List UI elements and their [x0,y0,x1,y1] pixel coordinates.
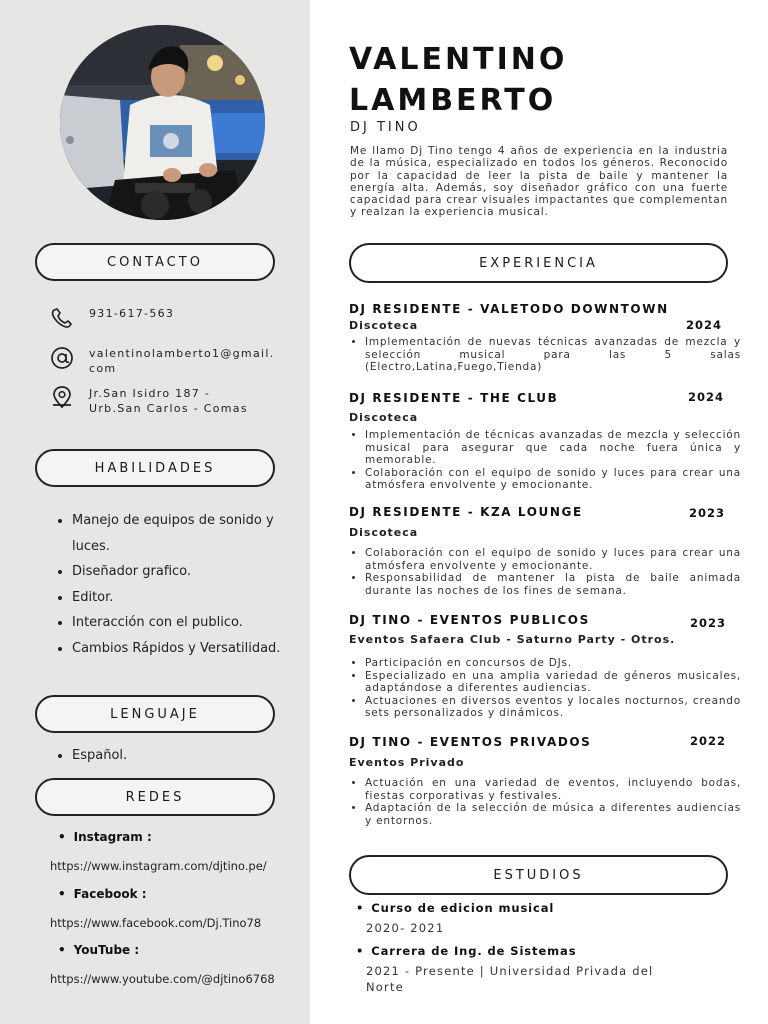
instagram-label: • Instagram : [58,830,152,844]
youtube-label: • YouTube : [58,943,139,957]
email-line-1: valentinolamberto1@gmail. [89,347,275,360]
email-icon [48,346,76,370]
experience-bullets [352,429,741,492]
experience-bullets [352,547,741,597]
experience-subtitle: Discoteca [349,526,419,539]
experience-bullet: • Especializado en una amplia variedad de géneros musicales, adaptándose a diferentes audiencias. [365,670,741,695]
experience-bullets [352,777,741,827]
experience-year: 2023 [689,506,726,520]
contact-phone [48,306,174,330]
profile-photo [60,25,265,220]
facebook-label: • Facebook : [58,887,147,901]
experience-bullets [352,336,741,374]
experience-year: 2024 [686,318,723,332]
skills-heading: HABILIDADES [35,449,275,487]
youtube-link[interactable]: https://www.youtube.com/@djtino6768 [50,972,275,986]
skill-item: • Manejo de equipos de sonido y luces. [72,508,307,559]
experience-subtitle: Eventos Privado [349,756,465,769]
skill-item: • Interacción con el publico. [72,610,307,636]
experience-title: DJ RESIDENTE - THE CLUB [349,391,559,405]
profile-summary: Me llamo Dj Tino tengo 4 años de experiencia en la industria de la música, especializado en todos los géneros. Reconocido por la capacidad de leer la pista de baile y mantener la energía alta. Además, soy diseñador gráfico con una fuerte capacidad para crear visuales impactantes que complementan y realzan la experiencia musical. [350,145,728,219]
study-title: • Carrera de Ing. de Sistemas [356,944,576,958]
skill-item: • Diseñador grafico. [72,559,307,585]
experience-bullet: • Actuaciones en diversos eventos y locales nocturnos, creando sets personalizados y dinámicos. [365,695,741,720]
study-detail: 2020- 2021 [366,921,445,935]
language-heading: LENGUAJE [35,695,275,733]
experience-bullet: • Colaboración con el equipo de sonido y luces para crear una atmósfera envolvente y emocionante. [365,547,741,572]
address-line-2: Urb.San Carlos - Comas [89,402,248,415]
location-icon [48,386,76,410]
phone-number: 931-617-563 [89,307,175,320]
study-title: • Curso de edicion musical [356,901,554,915]
experience-title: DJ RESIDENTE - VALETODO DOWNTOWN [349,302,669,316]
experience-bullet: • Colaboración con el equipo de sonido y luces para crear una atmósfera envolvente y emocionante. [365,467,741,492]
networks-heading: REDES [35,778,275,816]
address-line-1: Jr.San Isidro 187 - [89,387,211,400]
experience-bullet: • Participación en concursos de DJs. [365,657,741,670]
experience-bullet: • Implementación de nuevas técnicas avanzadas de mezcla y selección musical para las 5 salas (Electro,Latina,Fuego,Tienda) [365,336,741,374]
last-name: LAMBERTO [349,83,557,118]
experience-title: DJ RESIDENTE - KZA LOUNGE [349,505,583,519]
job-title: DJ TINO [350,120,421,135]
first-name: VALENTINO [349,42,568,77]
experience-bullet: • Responsabilidad de mantener la pista de baile animada durante las noches de los fines de semana. [365,572,741,597]
language-list [52,743,127,768]
experience-subtitle: Discoteca [349,411,419,424]
email-line-2: com [89,362,117,375]
skill-item: • Cambios Rápidos y Versatilidad. [72,636,307,662]
contact-heading: CONTACTO [35,243,275,281]
skills-list [52,508,307,661]
experience-bullet: • Implementación de técnicas avanzadas de mezcla y selección musical para asegurar que cada noche fuera única y memorable. [365,429,741,467]
language-item: • Español. [72,743,127,768]
experience-subtitle: Discoteca [349,319,419,332]
experience-title: DJ TINO - EVENTOS PRIVADOS [349,735,592,749]
facebook-link[interactable]: https://www.facebook.com/Dj.Tino78 [50,916,262,930]
instagram-link[interactable]: https://www.instagram.com/djtino.pe/ [50,859,267,873]
experience-bullet: • Adaptación de la selección de música a diferentes audiencias y entornos. [365,802,741,827]
phone-icon [48,306,76,330]
experience-title: DJ TINO - EVENTOS PUBLICOS [349,613,590,627]
studies-heading: ESTUDIOS [349,855,728,895]
experience-year: 2022 [690,734,727,748]
experience-year: 2024 [688,390,725,404]
experience-heading: EXPERIENCIA [349,243,728,283]
contact-address [48,386,248,416]
experience-bullets [352,657,741,720]
experience-subtitle: Eventos Safaera Club - Saturno Party - Otros. [349,633,676,646]
skill-item: • Editor. [72,585,307,611]
experience-year: 2023 [690,616,727,630]
study-detail: 2021 - Presente | Universidad Privada del Norte [366,964,654,994]
contact-email [48,346,275,376]
experience-bullet: • Actuación en una variedad de eventos, incluyendo bodas, fiestas corporativas y festivales. [365,777,741,802]
